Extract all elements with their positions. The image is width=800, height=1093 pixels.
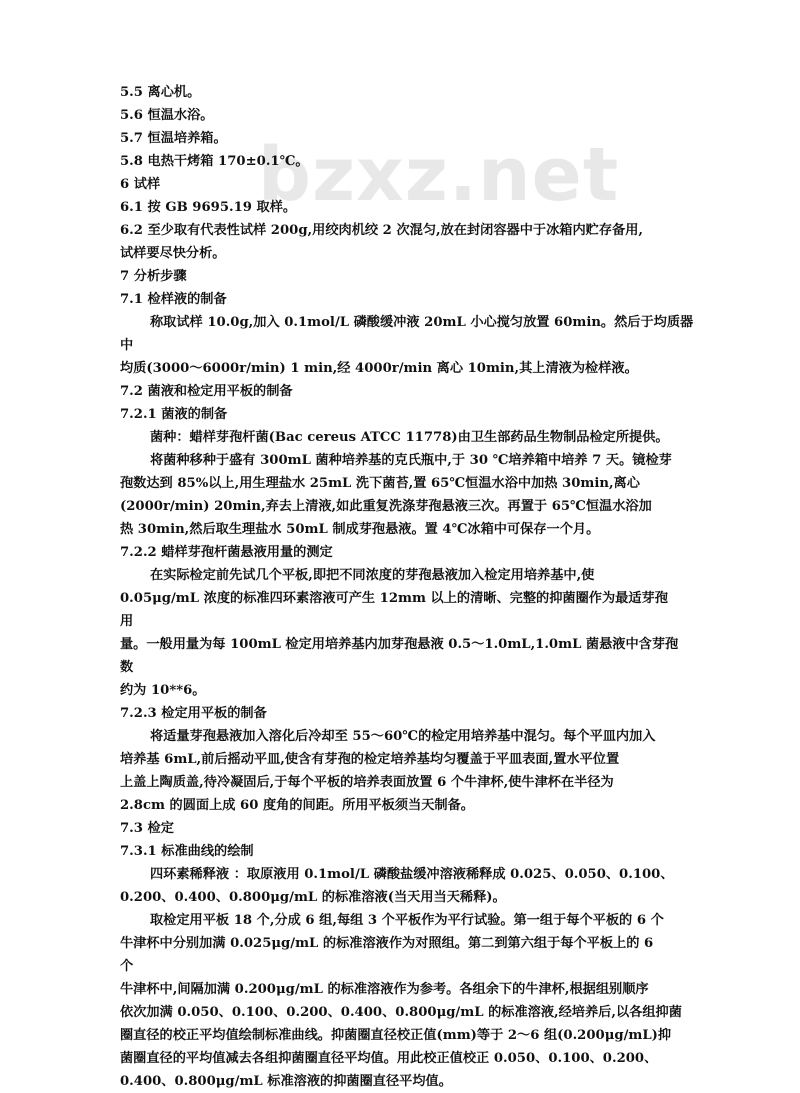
- paragraph-line: 依次加满 0.050、0.100、0.200、0.400、0.800μg/mL 的标准溶液,经培养后,以各组抑菌: [120, 1005, 682, 1020]
- paragraph-line: 将菌种移种于盛有 300mL 菌种培养基的克氏瓶中,于 30 ℃培养箱中培养 7 天。镜检芽: [150, 453, 672, 468]
- paragraph-line: 牛津杯中分别加满 0.025μg/mL 的标准溶液作为对照组。第二到第六组于每个平板上的 6: [120, 936, 654, 951]
- item-5-5: 5.5 离心机。: [120, 85, 201, 100]
- paragraph-line: 取检定用平板 18 个,分成 6 组,每组 3 个平板作为平行试验。第一组于每个平板的 6 个: [150, 913, 664, 928]
- paragraph-line: 培养基 6mL,前后摇动平皿,使含有芽孢的检定培养基均匀覆盖于平皿表面,置水平位置: [120, 752, 620, 767]
- paragraph-line: 热 30min,然后取生理盐水 50mL 制成芽孢悬液。置 4℃冰箱中可保存一个月。: [120, 522, 600, 537]
- paragraph-line: (2000r/min) 20min,弃去上清液,如此重复洗涤芽孢悬液三次。再置于 65℃恒温水浴加: [120, 499, 652, 514]
- paragraph-line: 2.8cm 的圆面上成 60 度角的间距。所用平板须当天制备。: [120, 798, 474, 813]
- section-7-2-3-heading: 7.2.3 检定用平板的制备: [120, 706, 267, 721]
- paragraph-line: 圈直径的校正平均值绘制标准曲线。抑菌圈直径校正值(mm)等于 2～6 组(0.200μg/mL)抑: [120, 1028, 672, 1043]
- paragraph-line: 中: [120, 338, 134, 353]
- document-body: [120, 81, 700, 1093]
- paragraph-line: 0.400、0.800μg/mL 标准溶液的抑菌圈直径平均值。: [120, 1074, 452, 1089]
- paragraph-line: 在实际检定前先试几个平板,即把不同浓度的芽孢悬液加入检定用培养基中,使: [150, 568, 595, 583]
- paragraph-line: 四环素稀释液 ：取原液用 0.1mol/L 磷酸盐缓冲溶液稀释成 0.025、0.050、0.100、: [150, 867, 674, 882]
- section-6-heading: 6 试样: [120, 177, 161, 192]
- section-7-3-1-heading: 7.3.1 标准曲线的绘制: [120, 844, 254, 859]
- section-7-2-heading: 7.2 菌液和检定用平板的制备: [120, 384, 293, 399]
- paragraph-line: 个: [120, 959, 134, 974]
- section-7-1-heading: 7.1 检样液的制备: [120, 292, 227, 307]
- paragraph-line: 0.05μg/mL 浓度的标准四环素溶液可产生 12mm 以上的清晰、完整的抑菌圈作为最适芽孢: [120, 591, 668, 606]
- paragraph-line: 上盖上陶质盖,待冷凝固后,于每个平板的培养表面放置 6 个牛津杯,使牛津杯在半径为: [120, 775, 614, 790]
- section-7-3-heading: 7.3 检定: [120, 821, 174, 836]
- paragraph-line: 菌种：蜡样芽孢杆菌(Bac cereus ATCC 11778)由卫生部药品生物制品检定所提供。: [150, 430, 669, 445]
- paragraph-line: 孢数达到 85%以上,用生理盐水 25mL 洗下菌苔,置 65℃恒温水浴中加热 30min,离心: [120, 476, 640, 491]
- item-5-8: 5.8 电热干烤箱 170±0.1℃。: [120, 154, 309, 169]
- item-6-1: 6.1 按 GB 9695.19 取样。: [120, 200, 297, 215]
- paragraph-line: 数: [120, 660, 134, 675]
- item-6-2-continued: 试样要尽快分析。: [120, 246, 226, 261]
- paragraph-line: 用: [120, 614, 134, 629]
- paragraph-line: 均质(3000～6000r/min) 1 min,经 4000r/min 离心 10min,其上清液为检样液。: [120, 361, 638, 376]
- watermark: bzxz.net: [258, 132, 620, 218]
- paragraph-line: 牛津杯中,间隔加满 0.200μg/mL 的标准溶液作为参考。各组余下的牛津杯,根据组别顺序: [120, 982, 649, 997]
- item-6-2: 6.2 至少取有代表性试样 200g,用绞肉机绞 2 次混匀,放在封闭容器中于冰箱内贮存备用,: [120, 223, 644, 238]
- paragraph-line: 称取试样 10.0g,加入 0.1mol/L 磷酸缓冲液 20mL 小心搅匀放置 60min。然后于均质器: [150, 315, 694, 330]
- paragraph-line: 0.200、0.400、0.800μg/mL 的标准溶液(当天用当天稀释)。: [120, 890, 506, 905]
- item-5-6: 5.6 恒温水浴。: [120, 108, 214, 123]
- section-7-heading: 7 分析步骤: [120, 269, 187, 284]
- paragraph-line: 将适量芽孢悬液加入溶化后冷却至 55～60℃的检定用培养基中混匀。每个平皿内加入: [150, 729, 656, 744]
- item-5-7: 5.7 恒温培养箱。: [120, 131, 227, 146]
- paragraph-line: 菌圈直径的平均值减去各组抑菌圈直径平均值。用此校正值校正 0.050、0.100、0.200、: [120, 1051, 658, 1066]
- section-7-2-1-heading: 7.2.1 菌液的制备: [120, 407, 228, 422]
- paragraph-line: 量。一般用量为每 100mL 检定用培养基内加芽孢悬液 0.5～1.0mL,1.0mL 菌悬液中含芽孢: [120, 637, 679, 652]
- section-7-2-2-heading: 7.2.2 蜡样芽孢杆菌悬液用量的测定: [120, 545, 333, 560]
- paragraph-line: 约为 10**6。: [120, 683, 206, 698]
